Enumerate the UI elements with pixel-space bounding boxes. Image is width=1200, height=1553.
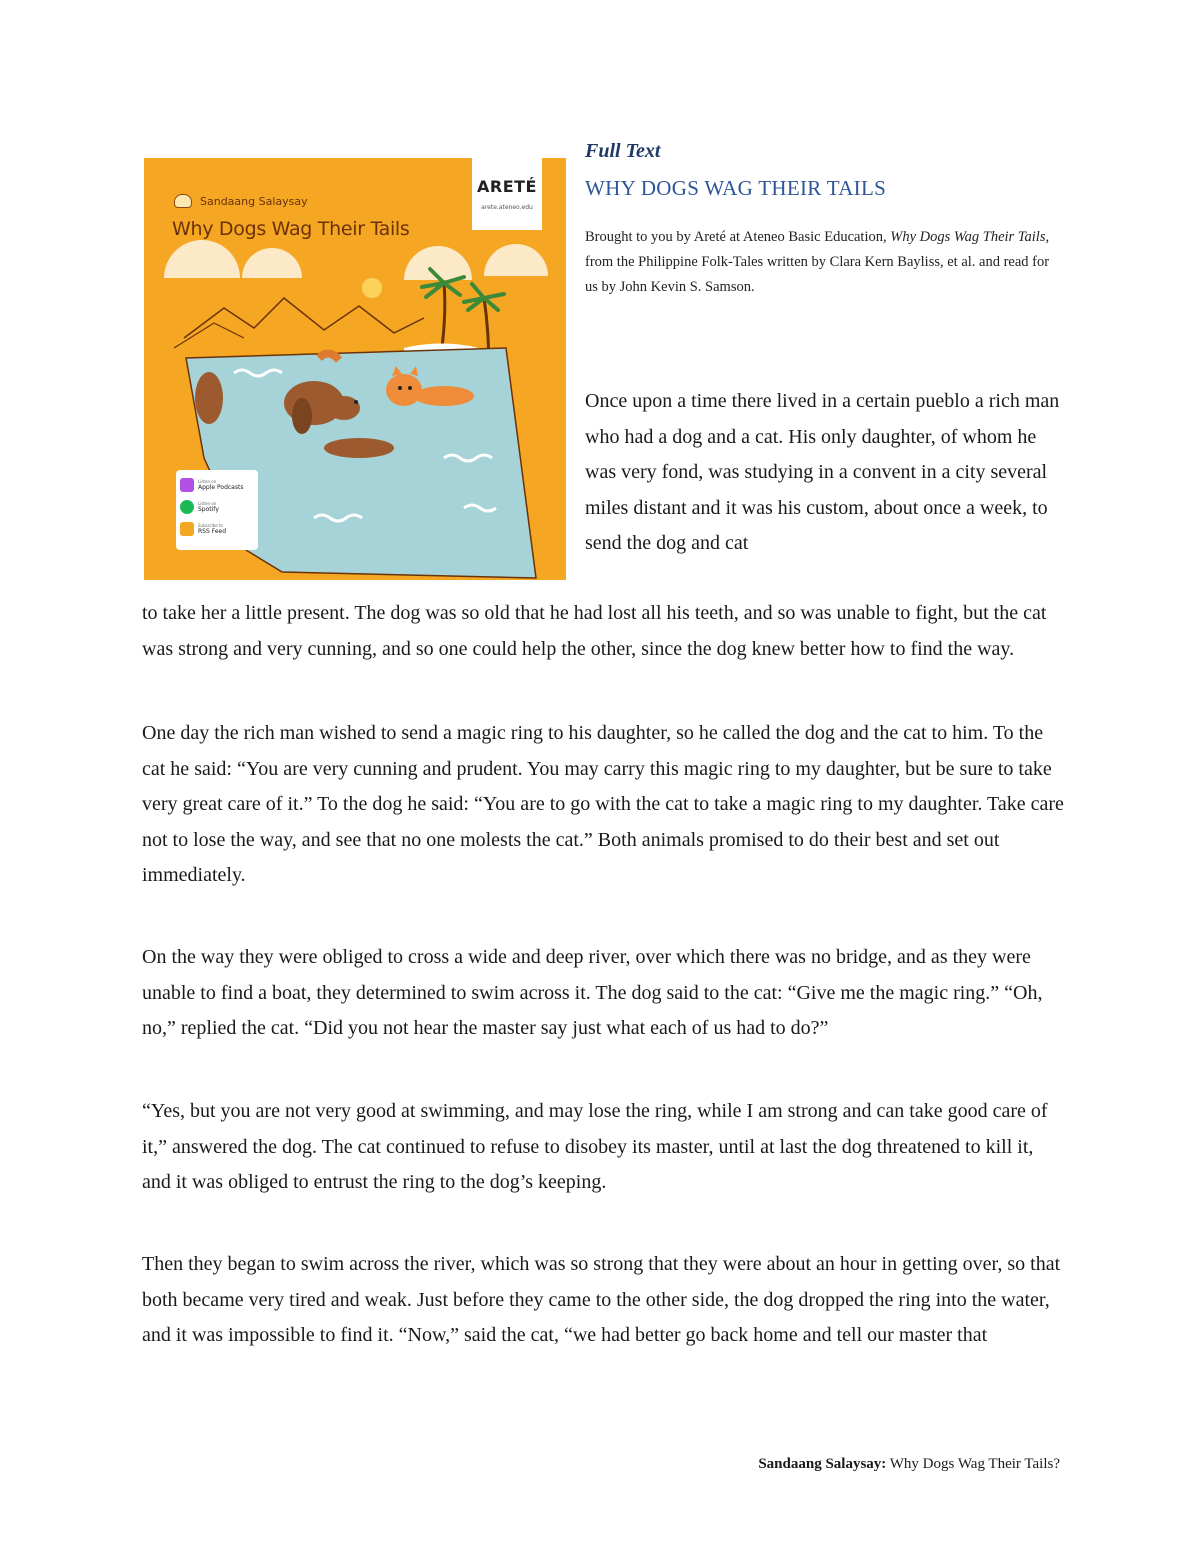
podcast-link-caption: Listen on: [198, 479, 217, 484]
podcast-link-spotify[interactable]: [176, 496, 258, 518]
apple-podcasts-icon: [180, 478, 194, 492]
arete-logo: [472, 158, 542, 230]
podcast-link-name: Spotify: [198, 506, 219, 513]
footer-series-label: Sandaang Salaysay:: [758, 1456, 887, 1472]
rss-icon: [180, 522, 194, 536]
story-paragraph-1-top: Once upon a time there lived in a certain pueblo a rich man who had a dog and a cat. His only daughter, of whom he was very fond, was studying in a convent in a city several miles distant and it was his custom, about once a week, to send the dog and cat: [585, 390, 1060, 554]
cover-brand-label: Sandaang Salaysay: [200, 194, 308, 208]
podcast-link-rss[interactable]: [176, 518, 258, 540]
cover-brand: [174, 194, 308, 208]
page-title: WHY DOGS WAG THEIR TAILS: [585, 176, 887, 200]
podcast-link-caption: Listen on: [198, 501, 217, 506]
intro-prefix: Brought to you by Areté at Ateneo Basic Education,: [585, 229, 891, 245]
intro-suffix: from the Philippine Folk-Tales written by Clara Kern Bayliss, et al. and read for us by John Kevin S. Samson.: [585, 254, 1050, 295]
cover-image: [144, 158, 566, 580]
footer-title: Why Dogs Wag Their Tails?: [886, 1456, 1060, 1472]
podcast-link-apple[interactable]: [176, 474, 258, 496]
podcast-link-name: RSS Feed: [198, 528, 227, 535]
intro-story-title: Why Dogs Wag Their Tails,: [890, 229, 1050, 245]
page-footer: [758, 1456, 1060, 1473]
podcast-link-caption: Subscribe to: [198, 523, 223, 528]
arete-logo-text: ARETÉ: [477, 177, 537, 196]
podcast-links-card: [176, 470, 258, 550]
section-kicker: Full Text: [585, 140, 661, 162]
story-paragraph-4: “Yes, but you are not very good at swimming, and may lose the ring, while I am strong and can take good care of it,” answered the dog. The cat continued to refuse to disobey its master, until at last the dog threatened to kill it, and it was obliged to entrust the ring to the dog’s keeping.: [142, 1100, 1048, 1193]
story-paragraph-3: On the way they were obliged to cross a wide and deep river, over which there was no bridge, and as they were unable to find a boat, they determined to swim across it. The dog said to the cat: “Give me the magic ring.” “Oh, no,” replied the cat. “Did you not hear the master say just what each of us had to do?”: [142, 946, 1043, 1039]
spotify-icon: [180, 500, 194, 514]
cover-title: Why Dogs Wag Their Tails: [172, 218, 410, 240]
story-paragraph-1-rest: to take her a little present. The dog was so old that he had lost all his teeth, and so was unable to fight, but the cat was strong and very cunning, and so one could help the other, since the dog knew better how to find the way.: [142, 602, 1047, 660]
story-paragraph-5: Then they began to swim across the river, which was so strong that they were about an hour in getting over, so that both became very tired and weak. Just before they came to the other side, the dog dropped the ring into the water, and it was impossible to find it. “Now,” said the cat, “we had better go back home and tell our master that: [142, 1253, 1061, 1346]
podcast-link-name: Apple Podcasts: [198, 484, 244, 491]
brand-logo-icon: [174, 194, 192, 208]
arete-url: arete.ateneo.edu: [481, 204, 533, 211]
intro-text: [585, 225, 1065, 300]
story-paragraph-2: One day the rich man wished to send a magic ring to his daughter, so he called the dog and the cat to him. To the cat he said: “You are very cunning and prudent. You may carry this magic ring to my daughter, but be sure to take very great care of it.” To the dog he said: “You are to go with the cat to take a magic ring to my daughter. Take care not to lose the way, and see that no one molests the cat.” Both animals promised to do their best and set out immediately.: [142, 722, 1064, 886]
